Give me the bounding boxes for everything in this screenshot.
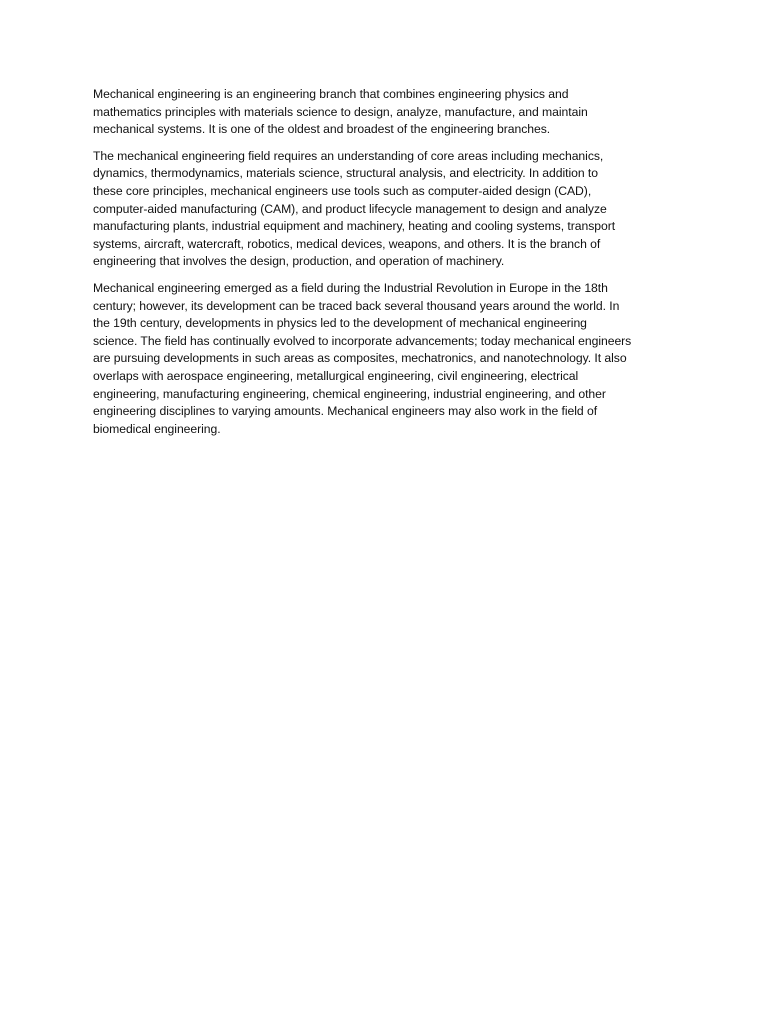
document-body <box>93 86 679 447</box>
paragraph-history: Mechanical engineering emerged as a field during the Industrial Revolution in Europe in the 18th century; however, its development can be traced back several thousand years around the world. In the 19th century, developments in physics led to the development of mechanical engineering science. The field has continually evolved to incorporate advancements; today mechanical engineers are pursuing developments in such areas as composites, mechatronics, and nanotechnology. It also overlaps with aerospace engineering, metallurgical engineering, civil engineering, electrical engineering, manufacturing engineering, chemical engineering, industrial engineering, and other engineering disciplines to varying amounts. Mechanical engineers may also work in the field of biomedical engineering. <box>93 280 632 436</box>
paragraph-intro: Mechanical engineering is an engineering branch that combines engineering physics and mathematics principles with materials science to design, analyze, manufacture, and maintain mechanical systems. It is one of the oldest and broadest of the engineering branches. <box>93 87 588 137</box>
paragraph-core-areas: The mechanical engineering field requires an understanding of core areas including mechanics, dynamics, thermodynamics, materials science, structural analysis, and electricity. In addition to these core principles, mechanical engineers use tools such as computer-aided design (CAD), computer-aided manufacturing (CAM), and product lifecycle management to design and analyze manufacturing plants, industrial equipment and machinery, heating and cooling systems, transport systems, aircraft, watercraft, robotics, medical devices, weapons, and others. It is the branch of engineering that involves the design, production, and operation of machinery. <box>93 148 616 269</box>
